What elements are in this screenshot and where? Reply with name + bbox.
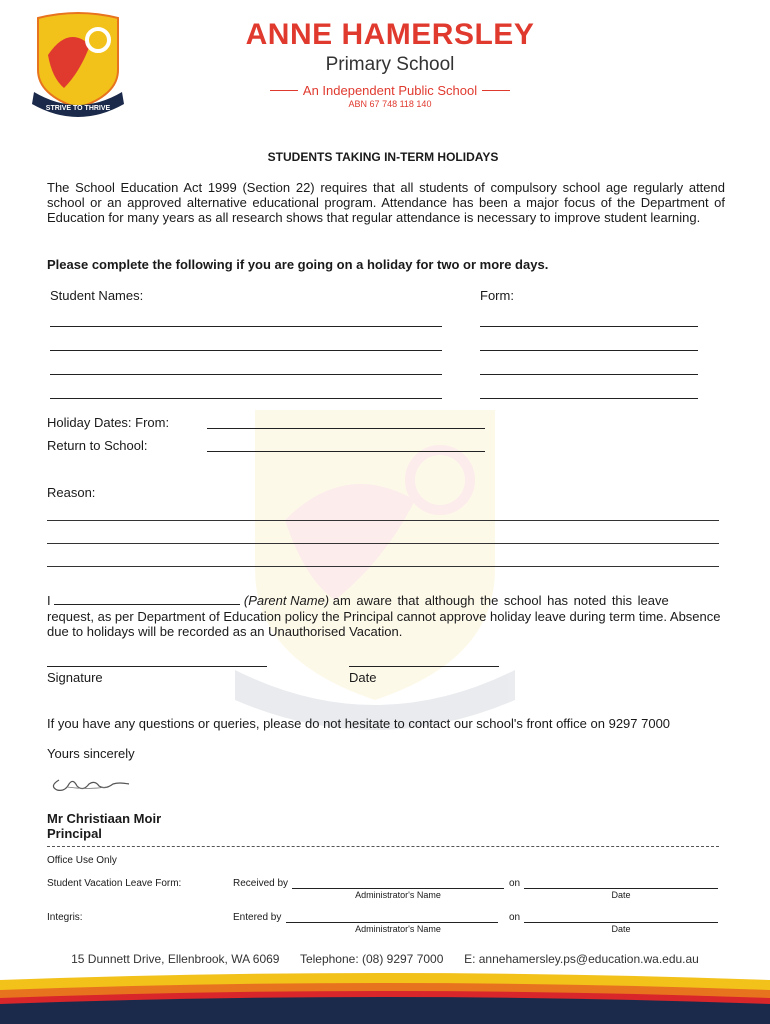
closing: Yours sincerely [47,746,135,761]
date-field[interactable] [349,652,499,667]
office-row2-label: Integris: [47,912,83,923]
abn: ABN 67 748 118 140 [348,99,432,109]
footer-contact [0,952,770,966]
form-field-4[interactable] [480,384,698,399]
holiday-from-label: Holiday Dates: From: [47,415,170,430]
page-title: STUDENTS TAKING IN-TERM HOLIDAYS [267,150,499,164]
signature-label: Signature [47,670,103,685]
reason-line-3[interactable] [47,566,719,567]
return-field[interactable] [207,437,485,452]
office-received-label: Received by [233,878,289,889]
holiday-from-field[interactable] [207,414,485,429]
footer-email[interactable]: E: annehamersley.ps@education.wa.edu.au [464,952,699,966]
declaration-text-1: am aware that although the school has noted this leave [332,593,669,608]
declaration-text-2: request, as per Department of Education policy the Principal cannot approve holiday leave during term time. Absence due to holidays will be recorded as an Unauthorised Vacation. [47,609,721,639]
tagline-row [250,82,530,100]
office-on-label-2: on [509,912,521,923]
student-name-field-3[interactable] [50,360,442,375]
motto-text: STRIVE TO THRIVE [45,105,111,112]
school-subtitle: Primary School [325,54,455,75]
date-label: Date [349,670,377,685]
received-date-field[interactable] [524,878,718,889]
return-label: Return to School: [47,438,148,453]
signature-field[interactable] [47,652,267,667]
office-divider [47,846,719,847]
school-crest-logo [28,10,128,120]
form-field-2[interactable] [480,336,698,351]
date-caption-2: Date [611,924,631,934]
footer-stripes [0,970,770,1024]
student-name-field-1[interactable] [50,312,442,327]
intro-paragraph: The School Education Act 1999 (Section 22) requires that all students of compulsory school age regularly attend school or an approved alternative educational program. Attendance has been a major focus of the Department of Education for many years as all research shows that regular attendance is necessary to improve student learning. [47,180,725,225]
date-caption-1: Date [611,890,631,900]
office-on-label-1: on [509,878,521,889]
footer-address: 15 Dunnett Drive, Ellenbrook, WA 6069 [71,952,280,966]
admin-name-caption-1: Administrator's Name [355,890,441,900]
form-label: Form: [480,288,514,303]
footer-telephone: Telephone: (08) 9297 7000 [299,952,444,966]
student-name-field-2[interactable] [50,336,442,351]
office-heading: Office Use Only [47,855,117,866]
parent-name-field[interactable] [54,593,240,605]
instruction: Please complete the following if you are going on a holiday for two or more days. [47,257,549,272]
office-row1-label: Student Vacation Leave Form: [47,878,182,889]
reason-label: Reason: [47,485,96,500]
student-name-field-4[interactable] [50,384,442,399]
parent-name-label: (Parent Name) [243,593,330,608]
student-names-label: Student Names: [50,288,144,303]
declaration-prefix: I [47,593,51,608]
tagline: An Independent Public School [302,83,478,98]
principal-signature [47,772,137,796]
contact-text: If you have any questions or queries, please do not hesitate to contact our school's front office on 9297 7000 [47,716,671,731]
office-entered-label: Entered by [233,912,282,923]
principal-name: Mr Christiaan Moir [47,811,162,826]
entered-date-field[interactable] [524,912,718,923]
form-field-1[interactable] [480,312,698,327]
reason-line-2[interactable] [47,543,719,544]
admin-name-caption-2: Administrator's Name [355,924,441,934]
declaration-line-1 [47,593,725,608]
form-field-3[interactable] [480,360,698,375]
entered-by-field[interactable] [286,912,498,923]
reason-line-1[interactable] [47,520,719,521]
principal-title: Principal [47,826,102,841]
received-by-field[interactable] [292,878,504,889]
school-name: ANNE HAMERSLEY [245,18,535,51]
